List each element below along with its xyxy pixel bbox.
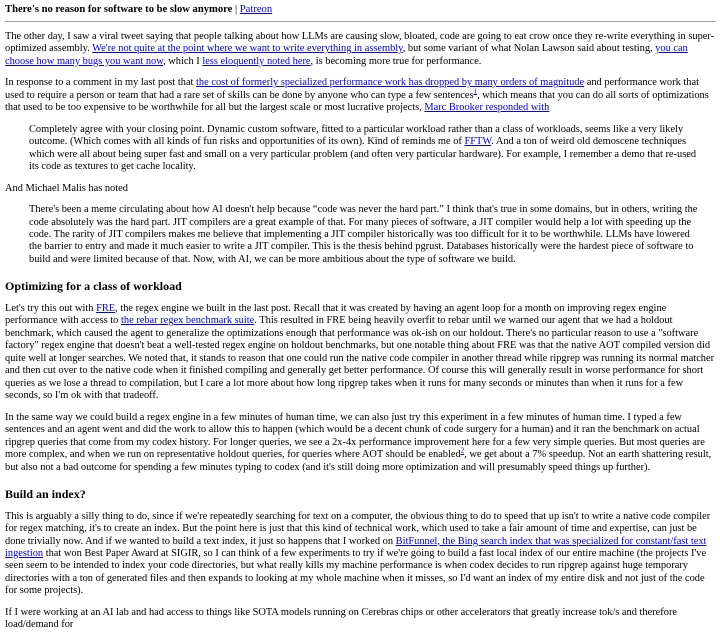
index-text-1: This is arguably a silly thing to do, since if we're repeatedly searching for text on a computer, the obvious thing to do to speed that up isn't to write a native code compiler for regex matching, it's to create an index. But the point here is just that this kind of technical work, which used to take a fair amount of time and expertise, can just be done trivially now. And if we wanted to build a text index, it just so happens that I worked on xyxy=(5,510,711,547)
experiment-text-1: In the same way we could build a regex engine in a few minutes of human time, we can also just try this experiment in a few minutes of human time. I typed a few sentences and an agent went and did the work to allow this to happen (which would be a decent chunk of code surgery for a human) and it ran the benchmark on actual ripgrep queries that come from my codex history. For longer queries, we see a 2x-4x performance improvement here for a few very simple queries. But most queries are more complex, and when we run on representative holdout queries, for queries where AOT should be enabled xyxy=(5,411,705,461)
marc-brooker-link[interactable]: Marc Brooker responded with xyxy=(424,102,550,114)
patreon-link[interactable]: Patreon xyxy=(239,4,273,15)
fftw-link[interactable]: FFTW xyxy=(464,136,492,148)
malis-quote xyxy=(29,204,704,266)
fre-text-2: , the regex engine we built in the last post. Recall that it was created by having an agent loop for a month on improving regex engine performance with access to xyxy=(5,302,667,327)
page-header xyxy=(5,4,716,22)
ai-lab-paragraph: If I were working at an AI lab and had access to things like SOTA models running on Cerebras chips or other accelerators that greatly increase tok/s and therefore load/demand for xyxy=(5,606,678,631)
brooker-quote-text-2: . And a ton of weird old demoscene techniques which were all about being super fast and small on a very particular problem (and often very particular hardware). For example, I remember a demo that re-used its code as textures to get cache locality. xyxy=(29,136,697,173)
footnote-2-link[interactable]: 2 xyxy=(460,446,465,455)
fre-text-3: . This resulted in FRE being heavily overfit to rebar until we warned our agent that we had a holdout benchmark, which caused the agent to generalize the optimizations enough that performance was ok-ish on our holdout. There's no particular reason to use a "software factory" regex engine that doesn't beat a well-tested regex engine on holdout benchmarks, but one notable thing about FRE was that the native AOT compiled version did quite well at longer searches. We noted that, it stands to reason that one could run the native code compiler in another thread while ripgrep was running its normal matcher and then cut over to the native code when it finished compiling and generally get better performance. Of course this will generally result in worse performance for short queries as we lose a thread to compilation, but I care a lot more about how long ripgrep takes when it runs for many seconds or minutes than when it runs for a few seconds, so I'm ok with that tradeoff. xyxy=(5,315,715,402)
fre-paragraph xyxy=(5,303,716,403)
response-text-2: and performance work that used to require a person or team that had a rare set of skills can be done by anyone who can type a few sentences xyxy=(5,77,699,101)
experiment-text-2: , we get about a 7% speedup. Not an earth shattering result, but also not a bad outcome for spending a few minutes typing to codex (and it's still doing more optimization and will presumably speed things up further). xyxy=(5,449,712,473)
intro-text-4: , is becoming more true for performance. xyxy=(310,55,482,67)
index-text-2: that won Best Paper Award at xyxy=(43,547,172,559)
experiment-paragraph xyxy=(5,412,716,474)
fre-text-1: Let's try this out with xyxy=(5,302,97,314)
fre-link[interactable]: FRE xyxy=(96,302,116,314)
section-heading-index: Build an index? xyxy=(5,487,86,502)
section-heading-optimizing: Optimizing for a class of workload xyxy=(5,279,182,294)
less-eloquently-link[interactable]: less eloquently noted here xyxy=(202,55,311,67)
index-paragraph xyxy=(5,511,716,598)
rebar-link[interactable]: the rebar regex benchmark suite xyxy=(120,315,255,327)
index-text-3: , so I can think of a few experiments to try if we're going to build a fast local index of our entire machine (the projects I've seen seem to be intended to index your code directories, but what really kills my machine performance is when codex decides to run ripgrep against huge temporary directories with a ton of generated files and then expands to looking at my whole machine when it misses, so I'd want an index of my entire disk and not just of the code for some projects). xyxy=(5,547,707,597)
intro-paragraph xyxy=(5,31,716,68)
brooker-quote xyxy=(29,124,704,174)
intro-text-1: The other day, I saw a viral tweet saying that people talking about how LLMs are causing slow, bloated, code are going to eat crow once they re-write everything in super-optimized assembly. xyxy=(5,30,715,55)
malis-intro: And Michael Malis has noted xyxy=(5,182,128,194)
choose-bugs-link[interactable]: you can choose how many bugs you want now xyxy=(5,43,688,67)
footnote-1-link[interactable]: 1 xyxy=(473,87,478,96)
bitfunnel-link[interactable]: BitFunnel, the Bing search index that was specialized for constant/fast text ingestion xyxy=(5,535,707,559)
response-text-1: In response to a comment in my last post that xyxy=(5,77,197,89)
response-paragraph xyxy=(5,77,716,114)
page-title: There's no reason for software to be slow anymore xyxy=(5,4,233,15)
cost-performance-link[interactable]: the cost of formerly specialized performance work has dropped by many orders of magnitude xyxy=(196,77,585,89)
malis-quote-text: There's been a meme circulating about how AI doesn't help because “code was never the hard part.” I think that's true in some domains, but in others, writing the code absolutely was the hard part. JIT compilers are a great example of that. For many pieces of software, a JIT compiler would help a lot with speeding up the code. The rarity of JIT compilers makes me believe that implementing a JIT compiler historically was too difficult for it to be worthwhile. LLMs have lowered the barrier to entry and made it much easier to write a JIT compiler. This is the thesis behind pgrust. Databases historically were the hardest piece of software to build and were limited because of that. Now, with AI, we can be more ambitious about the type of software we build. xyxy=(29,204,698,265)
intro-text-3: , which I xyxy=(163,55,203,67)
brooker-quote-text-1: Completely agree with your closing point. Dynamic custom software, fitted to a particular workload rather than a class of workloads, seems like a very likely outcome. (Which comes with all kinds of fun risks and opportunities of its own). Kind of reminds me of xyxy=(29,123,684,148)
sigir-abbr: SIGIR xyxy=(171,547,199,559)
intro-text-2: , but some variant of what Nolan Lawson said about testing, xyxy=(402,43,656,55)
assembly-link[interactable]: We're not quite at the point where we want to write everything in assembly xyxy=(92,43,403,55)
header-separator: | xyxy=(232,4,240,15)
response-text-3: , which means that you can do all sorts of optimizations that used to be too expensive to be worthwhile for all but the largest scale or most lucrative projects, xyxy=(5,89,709,114)
